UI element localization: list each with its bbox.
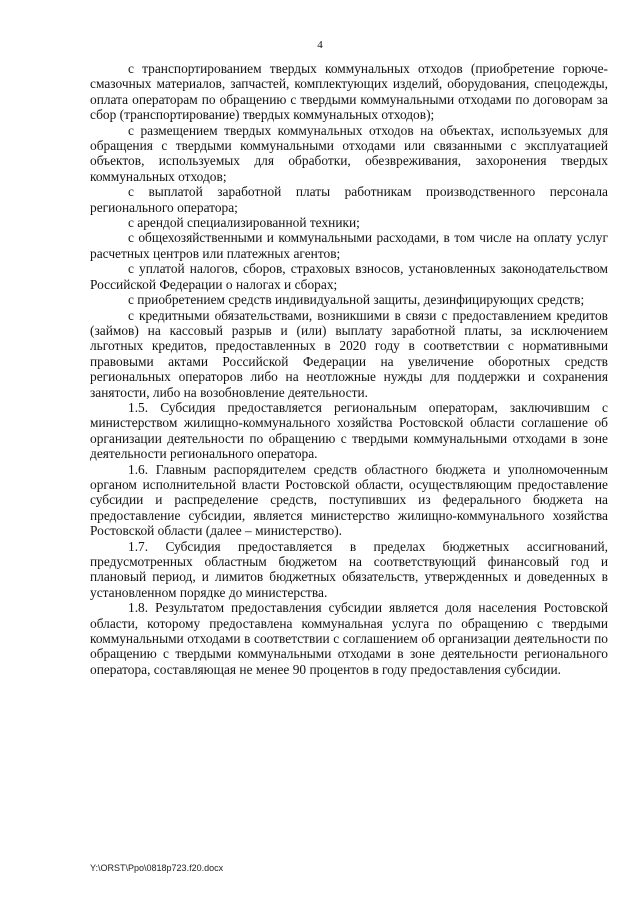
- footer-file-path: Y:\ORST\Ppo\0818p723.f20.docx: [90, 863, 224, 873]
- paragraph-protective-equipment: с приобретением средств индивидуальной защиты, дезинфицирующих средств;: [128, 292, 585, 308]
- paragraph-clause-1-8: 1.8. Результатом предоставления субсидии является доля населения Ростовской области, которому предоставлена коммунальная услуга по обращению с твердыми коммунальными отходами в соответствии с соглашением об организации деятельности по обращению с твердыми коммунальными отходами в зоне деятельности регионального оператора, составляющая не менее 90 процентов в году предоставления субсидии.: [90, 600, 608, 677]
- page-number: 4: [317, 39, 323, 51]
- paragraph-credit-obligations: с кредитными обязательствами, возникшими в связи с предоставлением кредитов (займов) на кассовый разрыв и (или) выплату заработной платы, за исключением льготных кредитов, предоставленных в 2020 году в соответствии с нормативными правовыми актами Российской Федерации на увеличение оборотных средств региональных операторов либо на неотложные нужды для поддержки и сохранения занятости, либо на возобновление деятельности.: [90, 307, 608, 400]
- paragraph-clause-1-5: 1.5. Субсидия предоставляется региональным операторам, заключившим с министерством жилищно-коммунального хозяйства Ростовской области соглашение об организации деятельности по обращению с твердыми коммунальными отходами в зоне деятельности регионального оператора.: [90, 399, 608, 462]
- paragraph-general-expenses: с общехозяйственными и коммунальными расходами, в том числе на оплату услуг расчетных центров или платежных агентов;: [90, 230, 608, 261]
- paragraph-placement-costs: с размещением твердых коммунальных отходов на объектах, используемых для обращения с твердыми коммунальными отходами или связанными с эксплуатацией объектов, используемых для обработки, обезвреживания, захоронения твердых коммунальных отходов;: [90, 122, 608, 184]
- paragraph-taxes: с уплатой налогов, сборов, страховых взносов, установленных законодательством Российской Федерации о налогах и сборах;: [90, 261, 608, 292]
- paragraph-equipment-rent: с арендой специализированной техники;: [128, 215, 360, 231]
- paragraph-clause-1-6: 1.6. Главным распорядителем средств областного бюджета и уполномоченным органом исполнительной власти Ростовской области, осуществляющим предоставление субсидии и распределение средств, поступивших из федерального бюджета на предоставление субсидии, является министерство жилищно-коммунального хозяйства Ростовской области (далее – министерство).: [90, 461, 608, 539]
- paragraph-salary-costs: с выплатой заработной платы работникам производственного персонала регионального оператора;: [90, 184, 608, 215]
- document-body: [90, 61, 608, 677]
- paragraph-transport-costs: с транспортированием твердых коммунальных отходов (приобретение горюче-смазочных материалов, запчастей, комплектующих изделий, оборудования, спецодежды, оплата операторам по обращению с твердыми коммунальными отходами по договорам за сбор (транспортирование) твердых коммунальных отходов);: [90, 61, 608, 123]
- paragraph-clause-1-7: 1.7. Субсидия предоставляется в пределах бюджетных ассигнований, предусмотренных областным бюджетом на соответствующий финансовый год и плановый период, и лимитов бюджетных обязательств, утвержденных и доведенных в установленном порядке до министерства.: [90, 538, 608, 600]
